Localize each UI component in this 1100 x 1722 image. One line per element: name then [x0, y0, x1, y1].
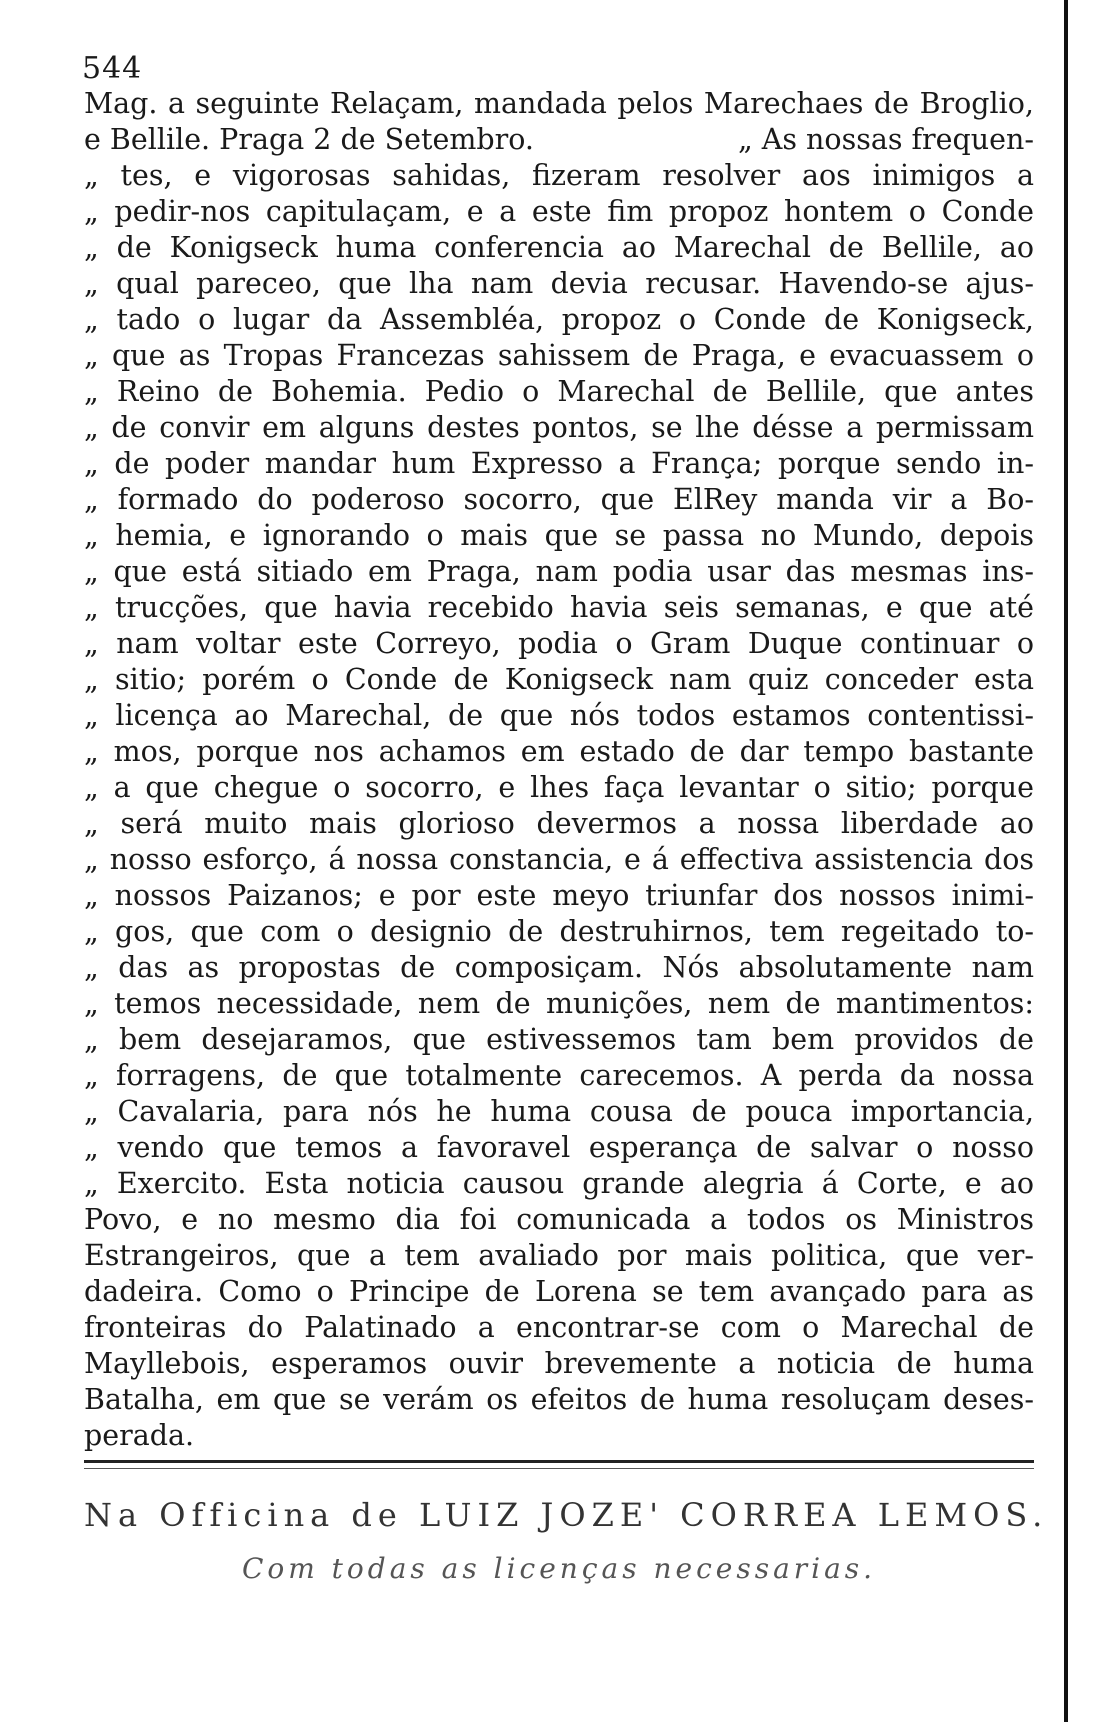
- text-line: „ que está sitiado em Praga, nam podia usar das mesmas ins-: [84, 555, 1034, 588]
- text-line: „ vendo que temos a favoravel esperança de salvar o nosso: [84, 1131, 1034, 1164]
- text-line: „ forragens, de que totalmente carecemos. A perda da nossa: [84, 1059, 1034, 1092]
- text-line: fronteiras do Palatinado a encontrar-se com o Marechal de: [84, 1311, 1034, 1344]
- text-line: „ As nossas frequen-: [737, 123, 1034, 156]
- text-line: „ tes, e vigorosas sahidas, fizeram resolver aos inimigos a: [84, 159, 1034, 192]
- text-line: Mayllebois, esperamos ouvir brevemente a noticia de huma: [84, 1347, 1034, 1380]
- printer-imprint: Na Officina de LUIZ JOZE' CORREA LEMOS.: [84, 1496, 1049, 1534]
- text-line: Estrangeiros, que a tem avaliado por mais politica, que ver-: [84, 1239, 1034, 1272]
- footer-rule-thin: [84, 1468, 1034, 1469]
- text-line: „ de Konigseck huma conferencia ao Marechal de Bellile, ao: [84, 231, 1034, 264]
- text-line: „ de convir em alguns destes pontos, se lhe désse a permissam: [84, 411, 1034, 444]
- text-line: Batalha, em que se verám os efeitos de huma resoluçam deses-: [84, 1383, 1034, 1416]
- text-line: „ pedir-nos capitulaçam, e a este fim propoz hontem o Conde: [84, 195, 1034, 228]
- text-line: „ nossos Paizanos; e por este meyo triunfar dos nossos inimi-: [84, 879, 1034, 912]
- text-line: „ nam voltar este Correyo, podia o Gram Duque continuar o: [84, 627, 1034, 660]
- text-line: „ nosso esforço, á nossa constancia, e á effectiva assistencia dos: [84, 843, 1034, 876]
- text-line: „ que as Tropas Francezas sahissem de Praga, e evacuassem o: [84, 339, 1034, 372]
- page-number: 544: [82, 51, 143, 86]
- text-line: Povo, e no mesmo dia foi comunicada a todos os Ministros: [84, 1203, 1034, 1236]
- text-line: „ será muito mais glorioso devermos a nossa liberdade ao: [84, 807, 1034, 840]
- text-line: „ qual pareceo, que lha nam devia recusar. Havendo-se ajus-: [84, 267, 1034, 300]
- footer-rule: [84, 1460, 1034, 1463]
- text-line: „ mos, porque nos achamos em estado de dar tempo bastante: [84, 735, 1034, 768]
- text-line: „ trucções, que havia recebido havia seis semanas, e que até: [84, 591, 1034, 624]
- text-line: „ licença ao Marechal, de que nós todos estamos contentissi-: [84, 699, 1034, 732]
- text-line: „ Reino de Bohemia. Pedio o Marechal de Bellile, que antes: [84, 375, 1034, 408]
- text-line: perada.: [84, 1419, 195, 1452]
- page-edge-shadow: [1064, 0, 1068, 1722]
- text-line: „ tado o lugar da Assembléa, propoz o Conde de Konigseck,: [84, 303, 1034, 336]
- text-line: „ das as propostas de composiçam. Nós absolutamente nam: [84, 951, 1034, 984]
- text-line: „ gos, que com o designio de destruhirnos, tem regeitado to-: [84, 915, 1034, 948]
- text-line: „ de poder mandar hum Expresso a França; porque sendo in-: [84, 447, 1034, 480]
- text-line: dadeira. Como o Principe de Lorena se tem avançado para as: [84, 1275, 1034, 1308]
- text-line: Mag. a seguinte Relaçam, mandada pelos Marechaes de Broglio, e Bellile. Praga 2 de Setembro.: [84, 87, 1034, 156]
- text-line: „ hemia, e ignorando o mais que se passa no Mundo, depois: [84, 519, 1034, 552]
- text-line: „ Exercito. Esta noticia causou grande alegria á Corte, e ao: [84, 1167, 1034, 1200]
- text-line: „ sitio; porém o Conde de Konigseck nam quiz conceder esta: [84, 663, 1034, 696]
- text-line: „ Cavalaria, para nós he huma cousa de pouca importancia,: [84, 1095, 1034, 1128]
- text-line: „ bem desejaramos, que estivessemos tam bem providos de: [84, 1023, 1034, 1056]
- text-line: „ a que chegue o socorro, e lhes faça levantar o sitio; porque: [84, 771, 1034, 804]
- text-line: „ temos necessidade, nem de munições, nem de mantimentos:: [84, 987, 1034, 1020]
- license-note: Com todas as licenças necessarias.: [241, 1552, 877, 1585]
- text-line: „ formado do poderoso socorro, que ElRey manda vir a Bo-: [84, 483, 1034, 516]
